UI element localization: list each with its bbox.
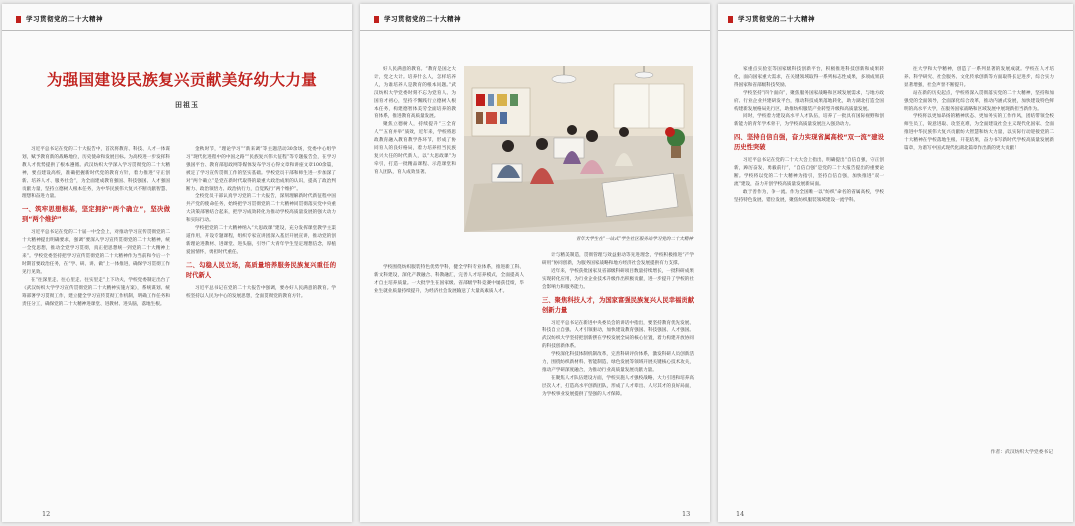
paragraph: 全校党员干部认真学习党的二十大报告，深刻理解新时代新征程中国共产党的使命任务，始终把学习贯彻党的二十大精神同贯彻落实党中央重大决策部署结合起来，把学习成效转化为推动学校高质量发展的强大动力和实际行动。 [186,194,336,224]
section-heading: 二、勾稳人民立场，高质量培养服务民族复兴重任的时代新人 [186,261,336,279]
page-number: 14 [736,510,745,518]
paragraph: 近年来，学校获批国家及省部级科研项目数量持续增长，一批科研成果实现转化应用，为行业企业技术升级作出积极贡献，进一步提升了学校的社会影响力和服务能力。 [542,268,694,290]
paragraph: 在聚焦人才队伍建设方面，学校实施人才强校战略，大力引进和培养高层次人才，打造高水平创新团队，形成了人才辈出、人尽其才的良好局面，为学校事业发展提供了坚强的人才保障。 [542,375,694,397]
section-heading: 四、坚持自信自强，奋力实现省属高校“双一流”建设历史性突破 [734,134,884,152]
paragraph: 习近平总书记在新进中央委员会的讲话中指出，要坚持教育优先发展、科技自立自强、人才引领驱动，加快建设教育强国、科技强国、人才强国。武汉纺织大学坚持把创新摆在学校发展全局的核心位置，着力构建开放协同的科技创新体系。 [542,320,694,350]
photo-caption: 青年大学生在“一站式”学生社区服务站学习党的二十大精神 [575,237,693,242]
header-marker [16,16,21,23]
paragraph: 在“往深里走、往心里走、往实里走”上下功夫，学校党委制定出台了《武汉纺织大学学习宣传贯彻党的二十大精神实施方案》，系统谋划、统筹部署学习贯彻工作，建立健全学习宣传贯彻工作机制，明确工作任务和责任分工，确保党的二十大精神进课堂、进教材、进头脑，落地生根。 [22,277,170,307]
photo-illustration [464,66,693,232]
article-title: 为强国建设民族复兴贡献美好幼大力量 [46,71,318,89]
paragraph: 家重点实验室等国家级科技创新平台，积极推进科技创新和成果转化，面向国家重大需求，在关键领域取得一系列标志性成果，多项成果获得国家和省部级科技奖励。 [734,67,884,88]
column-right [904,66,1054,444]
column-left [734,66,884,500]
header-marker [728,16,733,23]
column-left [22,146,170,498]
header-marker [374,16,379,23]
paragraph: 学校围绕纺织服装特色优势学科，健全学科专业体系，推进新工科、新文科建设，深化产教融合、科教融汇，完善人才培养模式，全面提高人才自主培养质量。一大批学生在国家级、省部级学科竞赛中屡获佳绩，毕业生就业质量持续提升，为经济社会发展输送了大量高素质人才。 [374,265,524,294]
page-right [718,4,1073,522]
author-signature: 作者：武汉纺织大学党委书记 [990,450,1053,455]
paragraph: 学校坚持“四个面向”，聚焦服务国家战略和区域发展需求，与地方政府、行业企业共建研发平台，推动科技成果落地转化，助力湖北打造全国构建新发展格局先行区，助推纺织服装产业转型升级和高质量发展。 [734,90,884,112]
column-left-top [374,66,456,262]
paragraph: 学校把党的二十大精神纳入“大思政课”建设，充分发挥课堂教学主渠道作用，开设专题课程，组织专家宣讲团深入基层开展宣讲，推动党的创新理论进教材、进课堂、进头脑，引导广大青年学生坚定理想信念，厚植爱国情怀，勇担时代重任。 [186,226,336,255]
column-right [186,146,336,498]
column-right [542,252,694,500]
paragraph: 习近平总书记在党的二十大报告中强调，要办好人民满意的教育。学校坚持以人民为中心的发展思想，全面贯彻党的教育方针。 [186,285,336,299]
header-text: 学习贯彻党的二十大精神 [384,15,461,23]
paragraph: 习近平总书记在党的二十大报告中，首次将教育、科技、人才一体谋划，赋予教育新的战略地位，历史使命和发展目标。为高校进一步发挥科教人才优势提供了根本遵循。武汉纺织大学深入学习贯彻党的二十大精神，要点建设高校，准确把握新时代党的教育方针，着力推进“守正创新、培养人才、服务社会”，为全面建成教育强国、科技强国、人才强国贡献力量，坚持立德树人根本任务，为中华民族伟大复兴不断贡献智慧、理想和奋进力量。 [22,147,170,200]
page-left [2,4,352,522]
paragraph: 习近平总书记在党的二十大大会上指出，明确提出“自信自强，守正创新，踔厉奋发，勇毅前行”，“自信自强”是党的二十大报告提出的重要论断。学校将以党的二十大精神为指引，坚持自信自强，加快推进“双一流”建设，奋力开创学校高质量发展新局面。 [734,158,884,187]
running-header [2,10,352,31]
header-text: 学习贯彻党的二十大精神 [738,15,815,23]
article-photo [464,66,693,232]
paragraph: 习近平总书记在党的二十届一中全会上，对推动学习宣传贯彻党的二十大精神提出明确要求，强调“要深入学习宣传贯彻党的二十大精神，统一全党思想，推动全党学习贯彻，真正把思想统一到党的二十大精神上来”。学校党委坚持把学习宣传贯彻党的二十大精神作为当前和今后一个时期首要政治任务，在“学、研、讲、做”上一体推进，确保学习贯彻工作见行见效。 [22,230,170,275]
paragraph: 往大学和大学精神，创造了一系列显著的发展成就。学校在人才培养、科学研究、社会服务、文化传承创新等方面取得长足进步，综合实力显著增强，社会声誉不断提升。 [904,67,1054,88]
section-heading: 一、筑牢思想根基，坚定拥护“两个确立”，坚决做到“两个维护” [22,206,170,224]
section-heading: 三、聚焦科技人才，为国家富强民族复兴人民幸福贡献创新力量 [542,296,694,314]
running-header [718,10,1073,31]
paragraph: 学校深化科技体制机制改革，完善科研评价体系，激发科研人员创新活力，围绕纺织新材料、智能制造、绿色发展等领域开展关键核心技术攻关，推动产学研深度融合，为推动行业高质量发展贡献力量。 [542,352,694,373]
paragraph: 站在新的历史起点，学校将深入贯彻落实党的二十大精神，坚持和加强党的全面领导，全面深化综合改革，推动内涵式发展，加快建设特色鲜明的高水平大学，在服务国家战略和区域发展中展现新担当新作为。 [904,90,1054,112]
paragraph: 学校将以更加昂扬的精神状态、更加务实的工作作风，团结带领全校师生员工，锐意进取、攻坚克难，为全面建设社会主义现代化国家、全面推进中华民族伟大复兴贡献纺大智慧和纺大力量，以实际行动迎接党的二十大精神在学校落地生根、开花结果，奋力书写新时代学校高质量发展新篇章，为谱写中国式现代化湖北篇章作出新的更大贡献！ [904,114,1054,152]
paragraph: 同时，学校着力建设高水平人才队伍，培养了一批具有国际视野和创新能力的青年学术骨干，为学校高质量发展注入强劲动力。 [734,114,884,128]
article-author: 田祖玉 [175,101,199,109]
paragraph: 好人民满意的教育。“教育是国之大计，党之大计。培养什么人，怎样培养人，为谁培养人是教育的根本问题。”武汉纺织大学党委时刻不忘为党育人、为国育才初心，坚持不懈践行立德树人根本任务，构建德智体美劳全面培养的教育体系，推进教育高质量发展。 [374,67,456,120]
page-number: 13 [682,510,691,518]
paragraph: 计与精美制造，贯彻管理与效益驱动等先进理念，学校积极推进“产学研用”协同创新，为服务国家战略和地方经济社会发展提供有力支撑。 [542,253,694,266]
paragraph: 金秋时节，“理论学习”“新来调”等主题活动30余场，党委中心组学习“现代化进程中的中国之路”“民族复兴伟大征程”等专题报告会，在学习强国平台、教育部思政网等媒体发布学习心得文章和讲座文章100余篇，被定了学习宣传贯彻工作的坚实基础。学校党员干部和师生进一步加深了对“两个确立”是党在新时代取得的最重大政治成果的认识，提高了政治判断力、政治领悟力、政治执行力，自觉践行“两个维护”。 [186,147,336,192]
column-left-bottom [374,264,524,500]
header-text: 学习贯彻党的二十大精神 [26,15,103,23]
page-number: 12 [42,510,51,518]
page-middle [360,4,710,522]
running-header [360,10,710,31]
paragraph: 聚焦立德树人，持续提升“三全育人”“五育并举”质效，近年来，学校将思政教育融入教育教学各环节，形成了协同育人的良好格局，着力培养担当民族复兴大任的时代新人，以“大思政课”为牵引，打造一批精品课程、示范课堂和育人团队，育人成效显著。 [374,122,456,175]
paragraph: 敢于善作为，争一流。作为全国唯一以“纺织”命名的省属高校，学校坚持特色发展、错位发展，聚焦纺织服装领域建设一流学科。 [734,189,884,203]
